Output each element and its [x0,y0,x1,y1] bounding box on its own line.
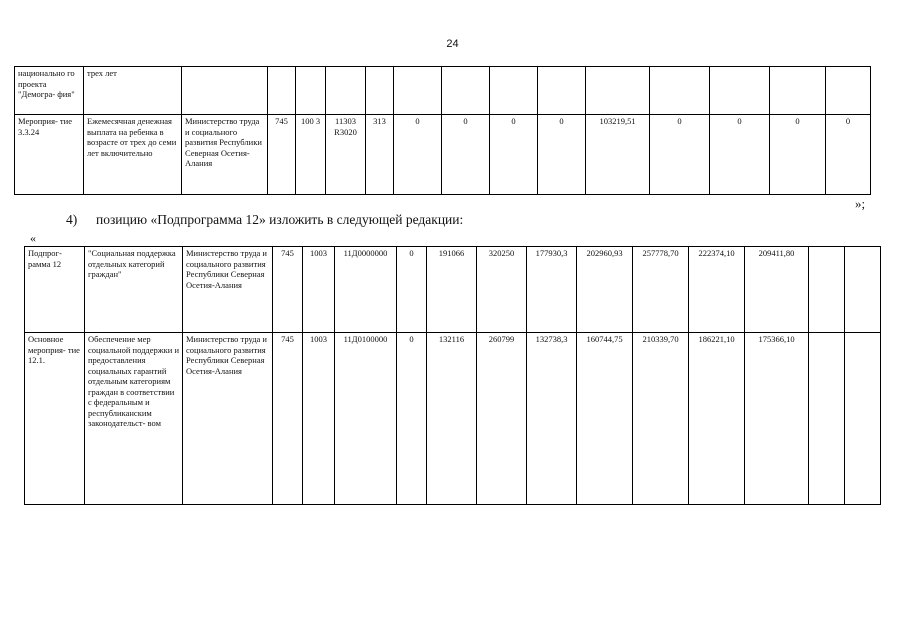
table-row [25,247,881,333]
table-cell [826,67,871,115]
table-cell: 222374,10 [689,247,745,333]
table-cell: 257778,70 [633,247,689,333]
budget-table-continued [14,66,871,195]
table-cell: 132116 [427,333,477,505]
table-cell: 100 3 [296,115,326,195]
table-cell: 745 [268,115,296,195]
table-cell [326,67,366,115]
table-cell [809,247,845,333]
table-cell: Подпрог- рамма 12 [25,247,85,333]
table-cell: 191066 [427,247,477,333]
table-cell: 11Д0000000 [335,247,397,333]
table-cell: Министерство труда и социального развития Республики Северная Осетия-Алания [183,247,273,333]
table-cell: 0 [397,333,427,505]
table-cell: Министерство труда и социального развития Республики Северная Осетия-Алания [182,115,268,195]
table-cell: Министерство труда и социального развития Республики Северная Осетия-Алания [183,333,273,505]
table-cell [586,67,650,115]
table-cell: Основное мероприя- тие 12.1. [25,333,85,505]
table-cell: 0 [442,115,490,195]
table-cell: 210339,70 [633,333,689,505]
table-cell: 177930,3 [527,247,577,333]
table-row [15,67,871,115]
table-cell: 320250 [477,247,527,333]
subprogram-12-table [24,246,881,505]
table-cell: 0 [538,115,586,195]
table-cell: 745 [273,333,303,505]
table-cell: 0 [490,115,538,195]
table-cell [394,67,442,115]
table-cell: 186221,10 [689,333,745,505]
table-cell [296,67,326,115]
table-cell [710,67,770,115]
table-cell [366,67,394,115]
closing-quote: »; [855,196,866,211]
table-cell: 132738,3 [527,333,577,505]
table-cell: 0 [826,115,871,195]
table-cell [650,67,710,115]
table-cell [770,67,826,115]
table-row [15,115,871,195]
table-cell: национально го проекта "Демогра- фия" [15,67,84,115]
table-cell [182,67,268,115]
instruction-number: 4) [66,212,78,227]
table-cell: трех лет [84,67,182,115]
table-cell: 160744,75 [577,333,633,505]
table-cell: 0 [650,115,710,195]
opening-quote: « [30,231,36,245]
table-cell: 260799 [477,333,527,505]
page-number: 24 [446,38,459,50]
table-cell [845,333,881,505]
table-cell [490,67,538,115]
amendment-instruction [66,212,463,228]
table-cell: "Социальная поддержка отдельных категорий граждан" [85,247,183,333]
table-cell [442,67,490,115]
table-cell [538,67,586,115]
table-cell [268,67,296,115]
table-cell: Мероприя- тие 3.3.24 [15,115,84,195]
table-cell: 745 [273,247,303,333]
table-cell: 0 [770,115,826,195]
table-cell: 0 [397,247,427,333]
table-cell: 11Д0100000 [335,333,397,505]
table-cell [845,247,881,333]
table-cell: 103219,51 [586,115,650,195]
table-cell: 11303 R3020 [326,115,366,195]
table-cell: 0 [710,115,770,195]
table-cell: Ежемесячная денежная выплата на ребенка в возрасте от трех до семи лет включительно [84,115,182,195]
table-cell: Обеспечение мер социальной поддержки и предоставления социальных гарантий отдельным категориям граждан в соответствии с федеральным и республиканским законодательст- вом [85,333,183,505]
table-cell: 0 [394,115,442,195]
table-cell [809,333,845,505]
table-row [25,333,881,505]
table-cell: 209411,80 [745,247,809,333]
table-cell: 313 [366,115,394,195]
instruction-text: позицию «Подпрограмма 12» изложить в следующей редакции: [96,212,464,227]
table-cell: 202960,93 [577,247,633,333]
table-cell: 1003 [303,333,335,505]
table-cell: 1003 [303,247,335,333]
table-cell: 175366,10 [745,333,809,505]
